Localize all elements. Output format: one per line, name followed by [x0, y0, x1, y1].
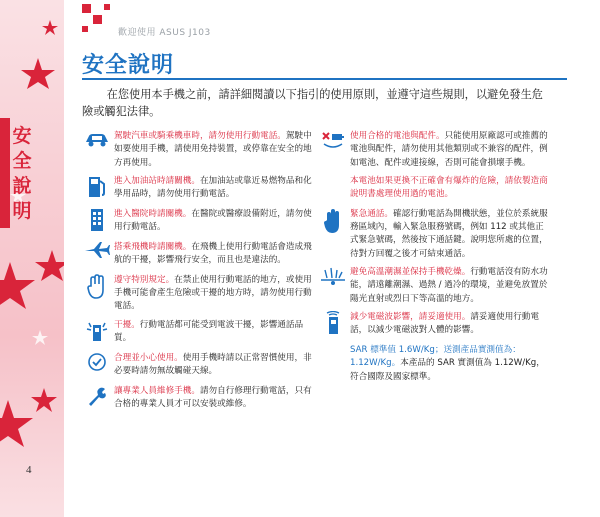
list-item [80, 352, 312, 380]
item-body: 只能使用原廠認可或推薦的電池與配件，請勿使用其他類別或不兼容的配件，例如電池、配件或連接線，否則可能會損壞手機。 [350, 131, 548, 168]
list-item [316, 208, 548, 261]
item-lead: 駕駛汽車或騎乘機車時，請勿使用行動電話。 [114, 131, 286, 141]
list-item [80, 274, 312, 314]
battery-accessory-icon [316, 130, 350, 158]
list-item [80, 208, 312, 236]
list-item [316, 344, 548, 384]
item-body: 使用手機時請以正常習慣使用，非必要時請勿無故觸碰天線。 [114, 352, 312, 377]
side-title-char: 說 [12, 175, 32, 197]
title-underline [82, 78, 567, 80]
header-squares-logo [82, 4, 112, 34]
emergency-call-icon [316, 208, 350, 236]
intro-paragraph: 在您使用本手機之前，請詳細閱讀以下指引的使用原則，並遵守這些規則，以避免發生危險或觸犯法律。 [82, 88, 543, 118]
interference-icon [80, 319, 114, 347]
list-item [316, 266, 548, 306]
side-decoration-band [0, 0, 64, 517]
list-item [80, 241, 312, 269]
side-title-char: 安 [12, 125, 32, 147]
item-lead: 使用合格的電池與配件。 [350, 131, 445, 141]
item-lead: 進入加油站時請關機。 [114, 175, 200, 186]
right-column [316, 130, 548, 389]
list-item [80, 319, 312, 347]
item-body: 確認行動電話為開機狀態，並位於系統服務區域內，輸入緊急服務號碼，例如 112 或其他正式緊急號碼，然後按下通話鍵。說明您所處的位置，待對方回覆之後才可結束通話。 [350, 208, 548, 259]
item-lead: 干擾。 [114, 319, 140, 330]
item-body: 行動電話沒有防水功能，請遠離潮濕、過熱 / 過冷的環境，並避免放置於陽光直射或烈日下等高溫的地方。 [350, 267, 548, 304]
item-lead: 避免高溫潮濕並保持手機乾燥。 [350, 267, 471, 278]
side-title [0, 124, 44, 224]
left-column [80, 130, 312, 418]
list-item [80, 385, 312, 413]
star-decoration [0, 0, 64, 517]
item-body: 在加油站或靠近易燃物品和化學用品時，請勿使用行動電話。 [114, 175, 312, 200]
radiation-icon [316, 311, 350, 339]
item-body: 在飛機上使用行動電話會造成飛航的干擾，影響飛行安全，而且也是違法的。 [114, 241, 312, 266]
item-body: 本產品的 SAR 實測值為 1.12W/Kg，符合國際及國家標準。 [350, 358, 545, 382]
item-lead: 減少電磁波影響，請妥適使用。 [350, 311, 471, 322]
list-item [80, 175, 312, 203]
item-body: 行動電話都可能受到電波干擾，影響通話品質。 [114, 319, 304, 344]
water-resistance-icon [316, 266, 350, 294]
breadcrumb: 歡迎使用 ASUS J103 [118, 28, 211, 38]
list-item [316, 130, 548, 170]
item-lead: SAR 標準值 1.6W/Kg；送測產品實測值為：1.12W/Kg。 [350, 344, 521, 369]
hospital-icon [80, 208, 114, 236]
airplane-icon [80, 241, 114, 269]
item-lead: 緊急通話。 [350, 208, 393, 219]
item-body: 駕駛中如要使用手機，請使用免持裝置，或停靠在安全的地方再使用。 [114, 131, 312, 168]
item-lead: 讓專業人員維修手機。 [114, 385, 200, 396]
list-item [80, 130, 312, 170]
item-body: 在禁止使用行動電話的地方，或使用手機可能會產生危險或干擾的地方時，請勿使用行動電話。 [114, 274, 312, 312]
item-lead: 遵守特別規定。 [114, 274, 175, 285]
list-item [316, 311, 548, 339]
list-item [316, 175, 548, 203]
page-number: 4 [26, 464, 32, 476]
side-title-char: 明 [12, 200, 32, 222]
item-body: 請妥適使用行動電話，以減少電磁波對人體的影響。 [350, 311, 540, 336]
side-title-char: 全 [12, 150, 32, 172]
repair-icon [80, 385, 114, 413]
item-body: 請勿自行修理行動電話，只有合格的專業人員才可以安裝或維修。 [114, 385, 312, 410]
item-lead: 本電池如果更換不正確會有爆炸的危險，請依製造商說明書處理使用過的電池。 [350, 175, 548, 200]
fuel-pump-icon [80, 175, 114, 203]
caution-icon [80, 352, 114, 380]
item-lead: 進入醫院時請關機。 [114, 208, 192, 219]
item-lead: 合理並小心使用。 [114, 352, 183, 363]
item-body: 在醫院或醫療設備附近，請勿使用行動電話。 [114, 208, 312, 233]
car-icon [80, 130, 114, 158]
hand-stop-icon [80, 274, 114, 302]
page-title: 安全說明 [82, 53, 175, 78]
item-lead: 搭乘飛機時請關機。 [114, 241, 192, 252]
